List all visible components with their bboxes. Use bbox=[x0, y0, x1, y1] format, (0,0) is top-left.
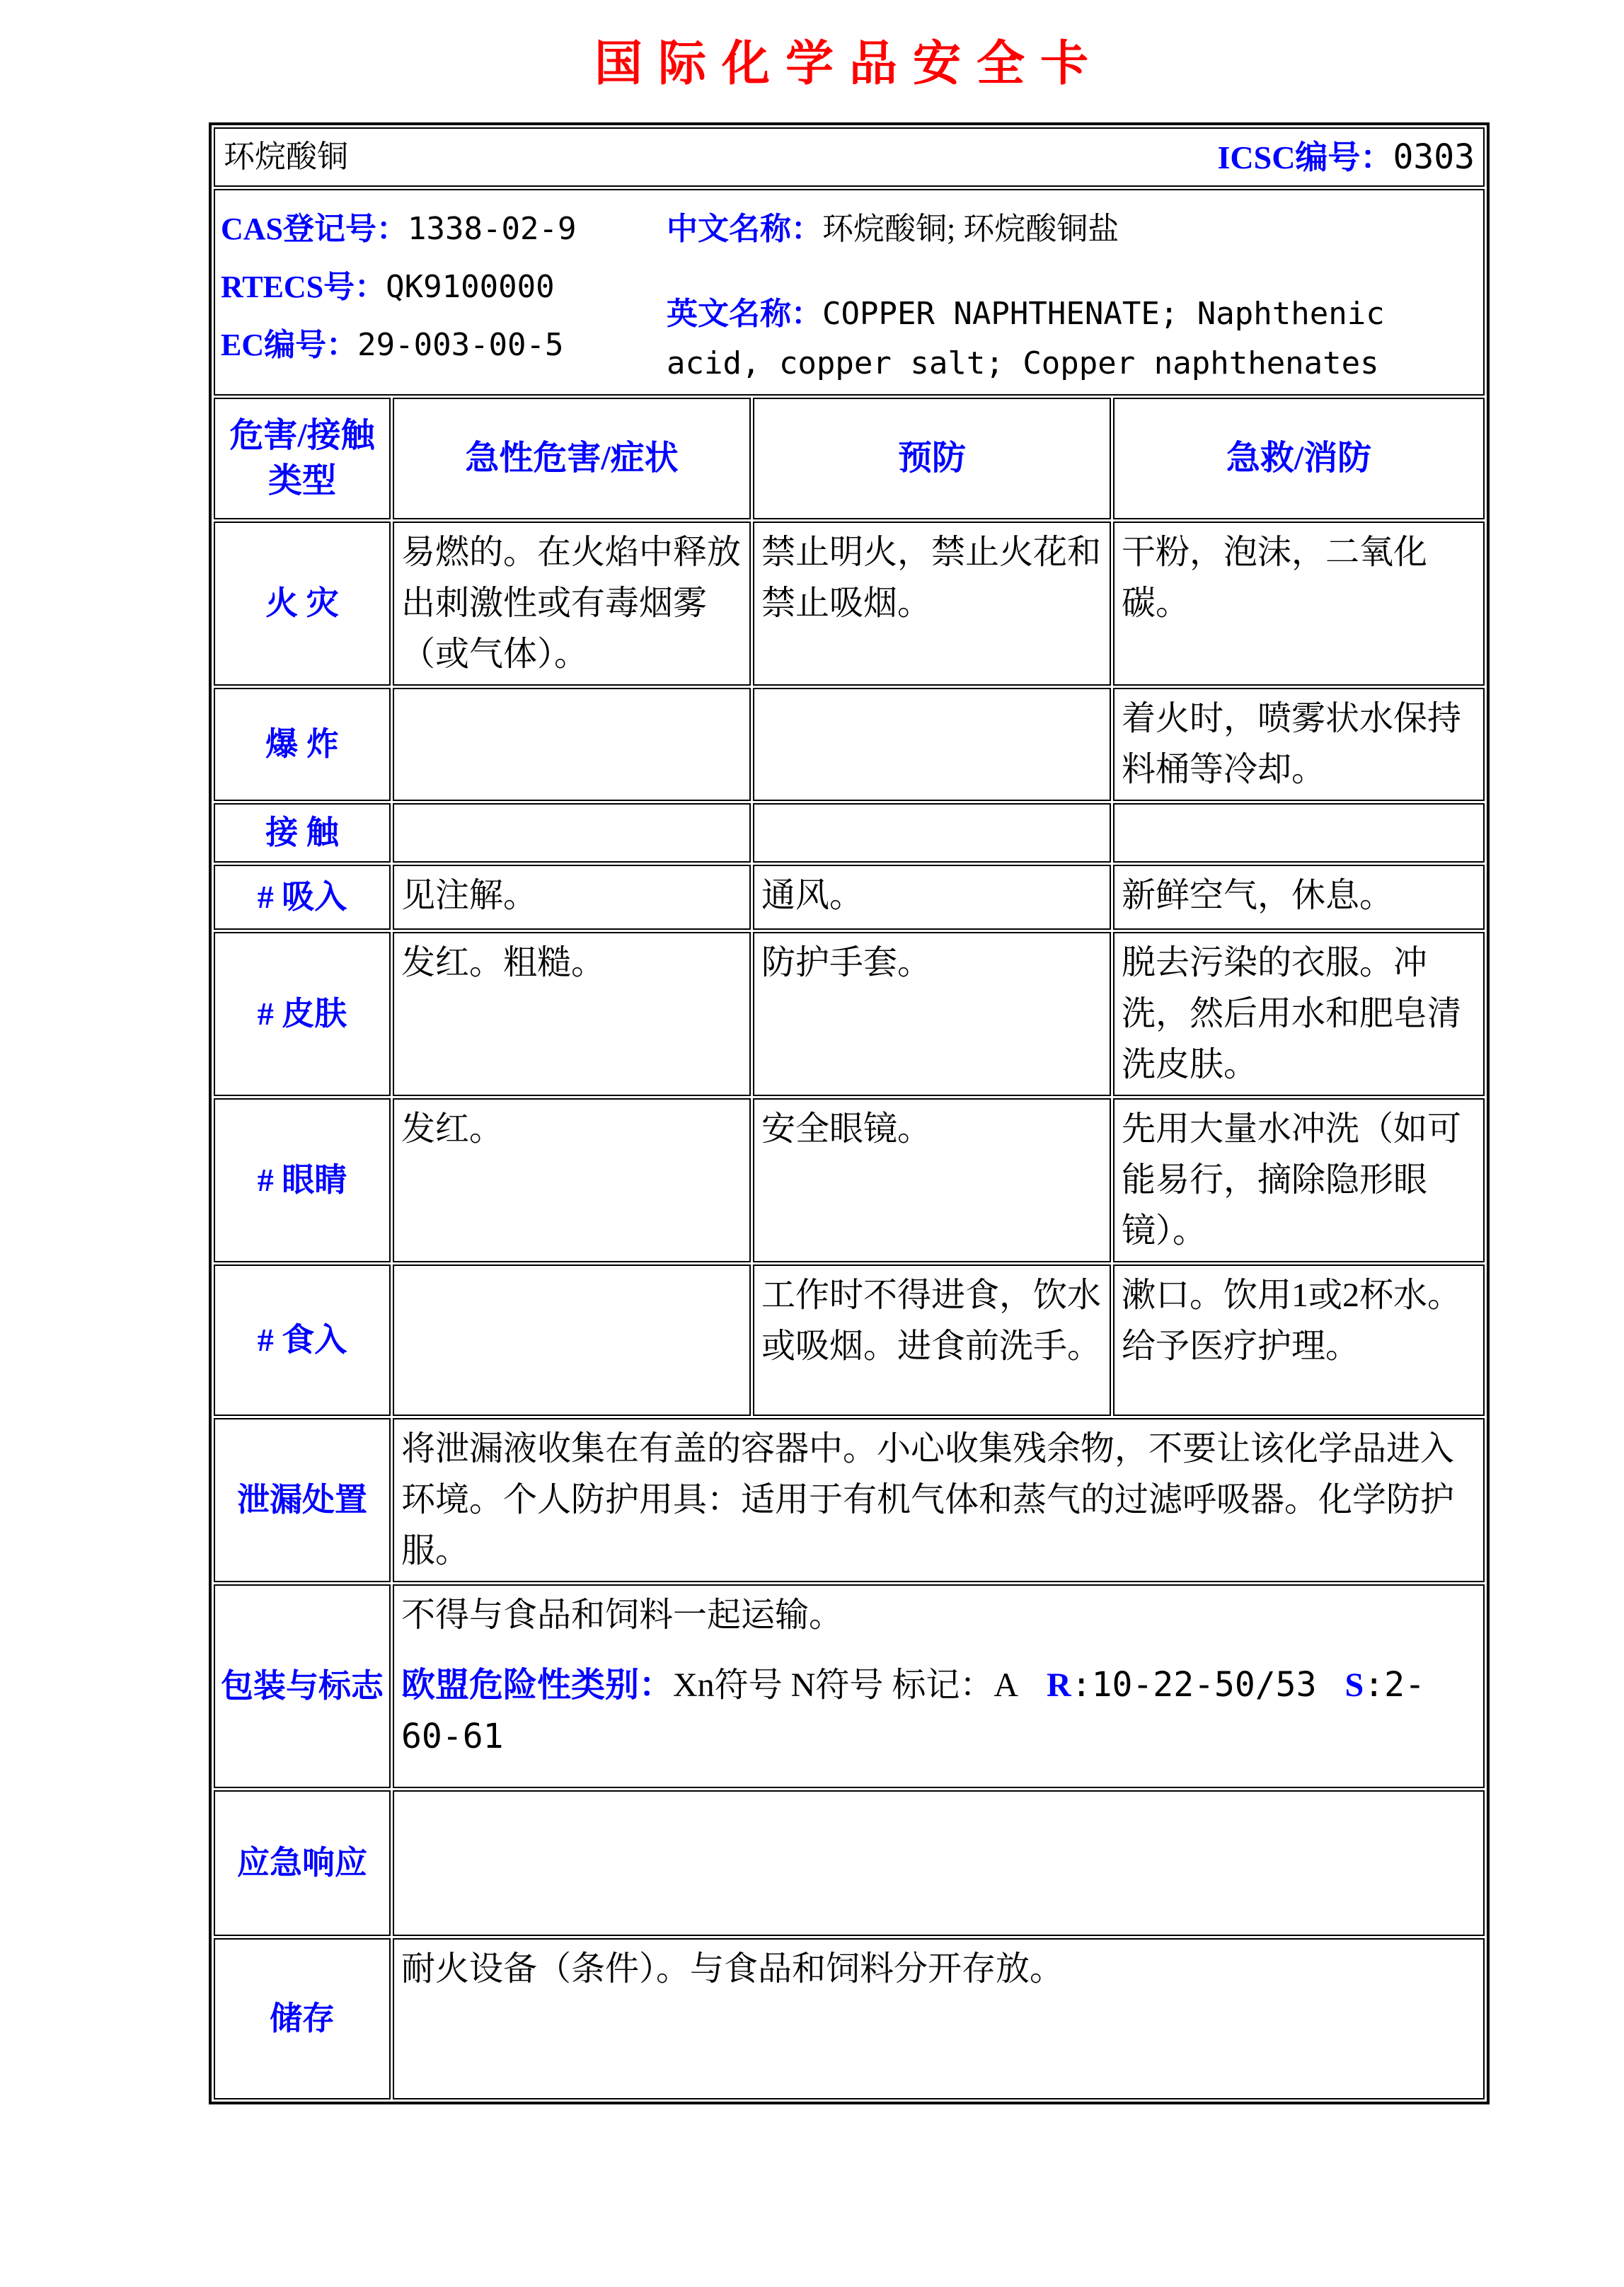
cas-number-label: CAS登记号： bbox=[221, 212, 408, 246]
table-row-eyes bbox=[214, 1098, 1485, 1262]
registry-numbers bbox=[221, 200, 667, 388]
explosion-firstaid-cell: 着火时，喷雾状水保持料桶等冷却。 bbox=[1113, 688, 1485, 801]
icsc-card-table bbox=[209, 122, 1490, 2104]
spillage-label: 泄漏处置 bbox=[214, 1418, 391, 1582]
page-title: 国际化学品安全卡 bbox=[594, 37, 1104, 91]
ingestion-symptoms-cell bbox=[393, 1265, 751, 1416]
icsc-number-value: 0303 bbox=[1393, 137, 1475, 177]
s-phrases-sep: : bbox=[1364, 1665, 1385, 1705]
s-phrases-label: S bbox=[1344, 1666, 1364, 1704]
ec-number-line bbox=[221, 316, 667, 374]
packaging-transport-line: 不得与食品和饲料一起运输。 bbox=[401, 1596, 843, 1634]
rtecs-number-value: QK9100000 bbox=[386, 269, 555, 305]
emergency-label: 应急响应 bbox=[214, 1790, 391, 1936]
explosion-label: 爆 炸 bbox=[214, 688, 391, 801]
eyes-prevention-cell: 安全眼镜。 bbox=[753, 1098, 1111, 1262]
table-row-inhalation bbox=[214, 865, 1485, 930]
identifiers-cell bbox=[214, 189, 1485, 396]
english-name-line bbox=[667, 289, 1478, 388]
fire-label: 火 灾 bbox=[214, 522, 391, 686]
chinese-name-value: 环烷酸铜; 环烷酸铜盐 bbox=[822, 212, 1119, 246]
inhalation-firstaid-cell: 新鲜空气，休息。 bbox=[1113, 865, 1485, 930]
card-header-band bbox=[214, 127, 1485, 187]
skin-firstaid-cell: 脱去污染的衣服。冲洗，然后用水和肥皂清洗皮肤。 bbox=[1113, 932, 1485, 1096]
inhalation-prevention-cell: 通风。 bbox=[753, 865, 1111, 930]
inhalation-symptoms-cell: 见注解。 bbox=[393, 865, 751, 930]
chinese-name-line bbox=[667, 200, 1478, 258]
ingestion-firstaid-cell: 漱口。饮用1或2杯水。给予医疗护理。 bbox=[1113, 1265, 1485, 1416]
icsc-number bbox=[1218, 132, 1475, 183]
ec-number-label: EC编号： bbox=[221, 328, 358, 362]
eu-hazard-class-label: 欧盟危险性类别： bbox=[401, 1666, 674, 1704]
table-row-spillage bbox=[214, 1418, 1485, 1582]
eyes-label: # 眼睛 bbox=[214, 1098, 391, 1262]
storage-content-cell: 耐火设备（条件）。与食品和饲料分开存放。 bbox=[393, 1938, 1485, 2099]
skin-label: # 皮肤 bbox=[214, 932, 391, 1096]
eyes-firstaid-cell: 先用大量水冲洗（如可能易行，摘除隐形眼镜）。 bbox=[1113, 1098, 1485, 1262]
explosion-symptoms-cell bbox=[393, 688, 751, 801]
packaging-content-cell bbox=[393, 1584, 1485, 1788]
r-phrases-label: R bbox=[1047, 1666, 1071, 1704]
table-header-row bbox=[214, 398, 1485, 519]
r-phrases-value: 10-22-50/53 bbox=[1091, 1665, 1317, 1705]
table-row-emergency bbox=[214, 1790, 1485, 1936]
contact-firstaid-cell bbox=[1113, 803, 1485, 863]
emergency-content-cell bbox=[393, 1790, 1485, 1936]
explosion-prevention-cell bbox=[753, 688, 1111, 801]
eu-hazard-symbols: Xn符号 N符号 标记：A bbox=[673, 1666, 1019, 1704]
s-phrases-value: 2-60-61 bbox=[401, 1665, 1425, 1756]
spillage-content-cell: 将泄漏液收集在有盖的容器中。小心收集残余物，不要让该化学品进入环境。个人防护用具：适用于有机气体和蒸气的过滤呼吸器。化学防护服。 bbox=[393, 1418, 1485, 1582]
english-name-value: COPPER NAPHTHENATE; Naphthenic acid, copper salt; Copper naphthenates bbox=[667, 296, 1385, 381]
identifiers-row bbox=[214, 189, 1485, 396]
column-header-symptoms: 急性危害/症状 bbox=[393, 398, 751, 519]
packaging-eu-classification-line bbox=[401, 1659, 1478, 1763]
rtecs-number-line bbox=[221, 258, 667, 316]
column-header-firstaid: 急救/消防 bbox=[1113, 398, 1485, 519]
inhalation-label: # 吸入 bbox=[214, 865, 391, 930]
card-header-band-cell bbox=[214, 127, 1485, 187]
table-row-skin bbox=[214, 932, 1485, 1096]
rtecs-number-label: RTECS号： bbox=[221, 270, 386, 304]
contact-label: 接 触 bbox=[214, 803, 391, 863]
table-row-explosion bbox=[214, 688, 1485, 801]
storage-label: 储存 bbox=[214, 1938, 391, 2099]
cas-number-line bbox=[221, 200, 667, 258]
packaging-label: 包装与标志 bbox=[214, 1584, 391, 1788]
substance-name: 环烷酸铜 bbox=[224, 139, 348, 174]
table-row-contact bbox=[214, 803, 1485, 863]
r-phrases-sep: : bbox=[1071, 1665, 1092, 1705]
table-row-packaging bbox=[214, 1584, 1485, 1788]
contact-prevention-cell bbox=[753, 803, 1111, 863]
contact-symptoms-cell bbox=[393, 803, 751, 863]
fire-firstaid-cell: 干粉，泡沫，二氧化碳。 bbox=[1113, 522, 1485, 686]
card-header-band-content bbox=[224, 132, 1475, 183]
table-row-fire bbox=[214, 522, 1485, 686]
icsc-number-label: ICSC编号： bbox=[1217, 139, 1393, 175]
skin-symptoms-cell: 发红。粗糙。 bbox=[393, 932, 751, 1096]
ec-number-value: 29-003-00-5 bbox=[357, 327, 564, 363]
column-header-prevention: 预防 bbox=[753, 398, 1111, 519]
fire-prevention-cell: 禁止明火，禁止火花和禁止吸烟。 bbox=[753, 522, 1111, 686]
chinese-name-label: 中文名称： bbox=[667, 212, 822, 246]
chemical-names bbox=[667, 200, 1478, 388]
english-name-label: 英文名称： bbox=[667, 296, 822, 331]
table-row-storage bbox=[214, 1938, 1485, 2099]
cas-number-value: 1338-02-9 bbox=[408, 211, 577, 247]
fire-symptoms-cell: 易燃的。在火焰中释放出刺激性或有毒烟雾（或气体）。 bbox=[393, 522, 751, 686]
table-row-ingestion bbox=[214, 1265, 1485, 1416]
eyes-symptoms-cell: 发红。 bbox=[393, 1098, 751, 1262]
column-header-hazard-type: 危害/接触类型 bbox=[214, 398, 391, 519]
ingestion-prevention-cell: 工作时不得进食，饮水或吸烟。进食前洗手。 bbox=[753, 1265, 1111, 1416]
ingestion-label: # 食入 bbox=[214, 1265, 391, 1416]
identifiers-layout bbox=[221, 200, 1478, 388]
skin-prevention-cell: 防护手套。 bbox=[753, 932, 1111, 1096]
